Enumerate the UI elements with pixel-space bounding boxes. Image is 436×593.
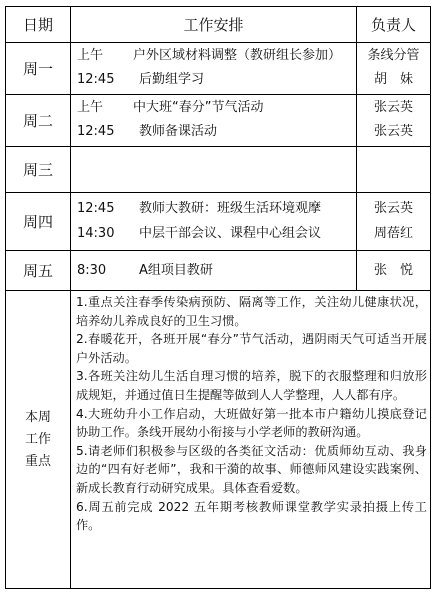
work-item: [77, 121, 352, 143]
day-row-monday: [6, 43, 430, 95]
work-text: A组项目教研: [139, 263, 213, 278]
day-row-tuesday: [6, 95, 430, 147]
person-name: 胡 妹: [373, 72, 413, 87]
focus-label: [25, 407, 51, 473]
day-row-wednesday: [6, 147, 430, 193]
focus-paragraph: 6.周五前完成 2022 五年期考核教师课堂教学实录拍摄上传工作。: [76, 499, 427, 533]
person-name: 张 悦: [373, 263, 413, 278]
work-time: 14:30: [77, 226, 115, 241]
focus-paragraph: 3.各班关注幼儿生活自理习惯的培养，脱下的衣服整理和归放形成规矩，并通过值日生提醒等做到人人学整理，人人都有序。: [76, 369, 427, 402]
work-text: 中大班“春分”节气活动: [133, 100, 264, 115]
weekly-schedule-table: [5, 6, 431, 589]
focus-row: [6, 291, 430, 588]
work-item: [77, 223, 352, 245]
day-row-thursday: [6, 193, 430, 251]
work-item: [77, 45, 352, 67]
day-label: 周五: [6, 251, 71, 290]
work-item: [77, 97, 352, 119]
work-time: 上午: [77, 48, 104, 63]
focus-content-cell: [71, 291, 430, 588]
focus-label-line: 工作: [24, 431, 51, 447]
work-text: 后勤组学习: [139, 72, 205, 87]
day-label: 周二: [6, 95, 71, 146]
work-time: 12:45: [77, 72, 115, 87]
work-text: 教师大教研：班级生活环境观摩: [139, 201, 322, 216]
person-cell: [357, 147, 430, 192]
header-person: 负责人: [370, 16, 416, 34]
work-text: 教师备课活动: [139, 124, 218, 139]
day-label: 周一: [6, 43, 71, 94]
focus-label-cell: [6, 291, 71, 588]
work-cell: [71, 251, 357, 290]
work-time: 上午: [77, 100, 104, 115]
focus-label-line: 本周: [24, 409, 51, 425]
focus-paragraph: 4.大班幼升小工作启动，大班做好第一批本市户籍幼儿摸底登记协助工作。条线开展幼小衔接与小学老师的教研沟通。: [76, 406, 427, 440]
person-cell: [357, 95, 430, 146]
work-item: [77, 198, 352, 220]
work-item: [77, 260, 352, 282]
work-text: 户外区域材料调整（教研组长参加）: [133, 48, 342, 63]
work-cell: [71, 43, 357, 94]
day-row-friday: [6, 251, 430, 291]
focus-paragraph: 5.请老师们积极参与区级的各类征文活动：优质师幼互动、我身边的“四有好老师”，我和干漪的故事、师德师风建设实践案例、新成长教育行动研究成果。具体查看爱数。: [76, 443, 427, 495]
focus-paragraph: 1.重点关注春季传染病预防、隔离等工作，关注幼儿健康状况，培养幼儿养成良好的卫生习惯。: [76, 295, 427, 328]
work-cell: [71, 95, 357, 146]
focus-text: [76, 293, 427, 535]
work-time: 12:45: [77, 124, 115, 139]
header-day: 日期: [6, 7, 71, 42]
work-text: 中层干部会议、课程中心组会议: [139, 226, 322, 241]
work-time: 12:45: [77, 201, 115, 216]
work-item: [77, 69, 352, 91]
person-name: 条线分管: [367, 48, 420, 63]
focus-label-line: 重点: [24, 453, 51, 469]
person-cell: [357, 251, 430, 290]
day-label: 周三: [6, 147, 71, 192]
person-name: 张云英: [373, 124, 413, 139]
day-label: 周四: [6, 193, 71, 250]
header-work: 工作安排: [71, 7, 357, 42]
person-name: 张云英: [373, 100, 413, 115]
focus-paragraph: 2.春暖花开，各班开展“春分”节气活动，遇阴雨天气可适当开展户外活动。: [76, 332, 427, 365]
person-name: 张云英: [373, 201, 413, 216]
work-cell: [71, 147, 357, 192]
work-cell: [71, 193, 357, 250]
work-time: 8:30: [77, 263, 107, 278]
person-cell: [357, 43, 430, 94]
header-row: [6, 7, 430, 43]
person-cell: [357, 193, 430, 250]
person-name: 周蓓红: [373, 226, 413, 241]
